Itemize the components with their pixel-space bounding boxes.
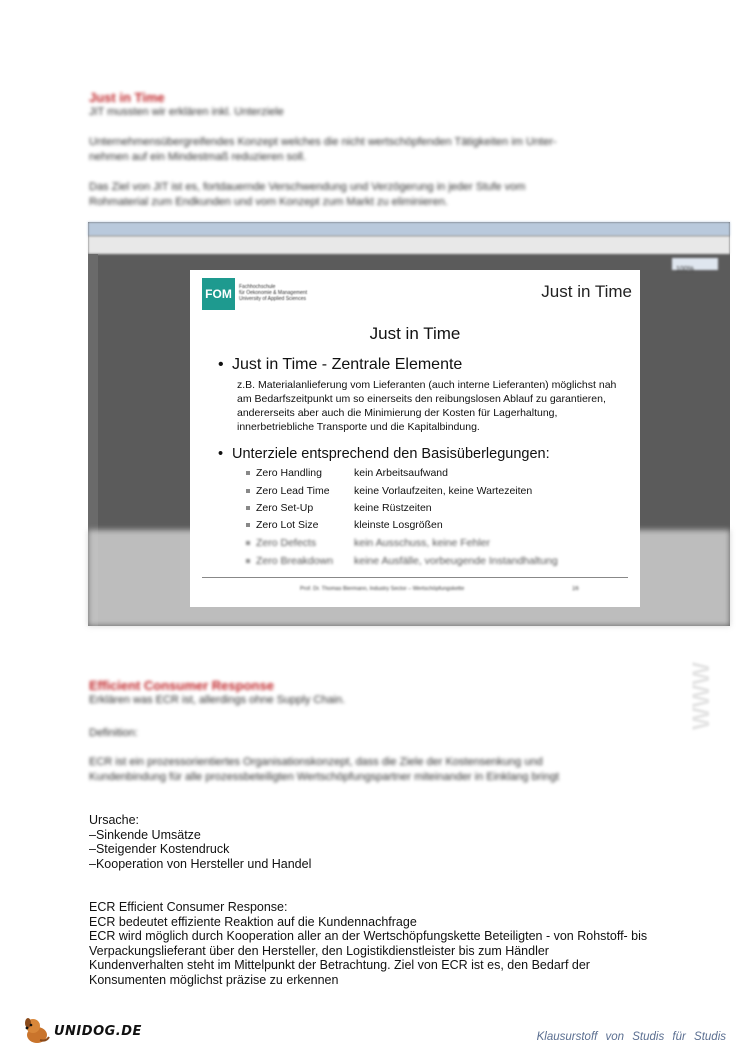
- jit-para2b: Rohmaterial zum Endkunden und vom Konzept zum Markt zu eliminieren.: [89, 196, 448, 208]
- ursache-item: –Kooperation von Hersteller und Handel: [89, 856, 312, 871]
- ecr-definition-label: Definition:: [89, 727, 138, 739]
- ecr-text-line: ECR bedeutet effiziente Reaktion auf die Kundennachfrage: [89, 914, 417, 929]
- zoom-value: 100%: [676, 266, 694, 273]
- ursache-item: –Steigender Kostendruck: [89, 842, 230, 857]
- zoom-field: [672, 258, 718, 273]
- viewer-toolbar: [88, 236, 730, 254]
- ecr-text-line: Konsumenten möglichst präzise zu erkennen: [89, 972, 339, 987]
- jit-para1: Unternehmensübergreifendes Konzept welches die nicht wertschöpfenden Tätigkeiten im Unter-: [89, 136, 557, 148]
- slide-page-number: 16: [572, 586, 579, 592]
- slide-subitem: [246, 502, 432, 514]
- slide-subitem: [246, 537, 490, 549]
- subitem-desc: keine Rüstzeiten: [354, 502, 432, 514]
- ursache-block: [89, 813, 311, 871]
- fom-logo-caption: [239, 284, 359, 302]
- subitem-term: Zero Lead Time: [256, 485, 330, 497]
- slide-bullet-1: • Just in Time - Zentrale Elemente: [218, 356, 463, 373]
- slide-corner-title: Just in Time: [541, 282, 632, 301]
- jit-subtitle: JIT mussten wir erklären inkl. Unterziele: [89, 106, 284, 118]
- logo-caption-line: für Oekonomie & Management: [239, 290, 308, 296]
- subitem-desc: kein Ausschuss, keine Fehler: [354, 537, 490, 549]
- brand-text: UNIDOG.DE: [54, 1023, 142, 1039]
- subitem-desc: kein Arbeitsaufwand: [354, 467, 448, 479]
- ecr-text-line: ECR Efficient Consumer Response:: [89, 900, 288, 914]
- ursache-item: –Sinkende Umsätze: [89, 827, 201, 842]
- ecr-text-line: Kundenverhalten steht im Mittelpunkt der Betrachtung. Ziel von ECR ist es, den Bedarf der: [89, 958, 590, 973]
- slide-bullet-2-text: Unterziele entsprechend den Basisüberlegungen:: [232, 446, 550, 462]
- slide-bullet-1-description: z.B. Materialanlieferung vom Lieferanten (auch interne Lieferanten) möglichst nah am Bedarfszeitpunkt um so einerseits den reibungslosen Ablauf zu garantieren, andererseits aber auch die Minimierung der Kosten für Lagerhaltung, innerbetriebliche Transporte und die Kapitalbindung.: [237, 379, 617, 433]
- logo-caption-line: Fachhochschule: [239, 284, 276, 290]
- fom-logo: FOM: [202, 278, 235, 310]
- ecr-text-line: ECR wird möglich durch Kooperation aller an der Wertschöpfungskette Beteiligten - von Rohstoff- bis: [89, 929, 648, 944]
- slide-bullet-1-text: Just in Time - Zentrale Elemente: [232, 356, 463, 373]
- subitem-term: Zero Defects: [256, 537, 317, 549]
- slide-footer: Prof. Dr. Thomas Biermann, Industry Sector – Wertschöpfungskette: [300, 586, 465, 592]
- unidog-logo[interactable]: [22, 1014, 142, 1048]
- subitem-term: Zero Lot Size: [256, 519, 319, 531]
- ursache-label: Ursache:: [89, 813, 140, 827]
- slide-subitem: [246, 555, 558, 567]
- footer-tagline: Klausurstoff von Studis für Studis: [536, 1031, 726, 1043]
- slide-divider: [202, 577, 628, 578]
- dog-icon: [22, 1016, 52, 1046]
- subitem-desc: kleinste Losgrößen: [354, 519, 443, 531]
- ecr-heading: Efficient Consumer Response: [89, 678, 274, 693]
- logo-caption-line: University of Applied Sciences: [239, 296, 306, 302]
- ecr-definition-line: Kundenbindung für alle prozessbeteiligten Wertschöpfungspartner miteinander in Einklang bringt: [89, 771, 560, 783]
- slide-title: Just in Time: [369, 324, 461, 343]
- ecr-text-block: [89, 900, 709, 988]
- watermark: WWW: [688, 662, 715, 730]
- jit-para1b: nehmen auf ein Mindestmaß reduzieren soll.: [89, 151, 307, 163]
- slide-subitem: [246, 519, 443, 531]
- jit-heading: Just in Time: [89, 90, 165, 105]
- jit-para2: Das Ziel von JIT ist es, fortdauernde Verschwendung und Verzögerung in jeder Stufe vom: [89, 181, 526, 193]
- viewer-titlebar: [88, 222, 730, 236]
- jit-section: [89, 90, 649, 210]
- ecr-text-line: Verpackungslieferant über den Hersteller, den Logistikdienstleister bis zum Händler: [89, 943, 549, 958]
- slide-subitem: [246, 467, 448, 479]
- subitem-desc: keine Vorlaufzeiten, keine Wartezeiten: [354, 485, 533, 497]
- ecr-definition-line: ECR ist ein prozessorientiertes Organisationskonzept, dass die Ziele der Kostensenkung und: [89, 756, 543, 768]
- ecr-section: [89, 678, 649, 785]
- slide-subitem: [246, 485, 532, 497]
- subitem-term: Zero Breakdown: [256, 555, 334, 567]
- subitem-term: Zero Handling: [256, 467, 322, 479]
- slide-bullet-2: • Unterziele entsprechend den Basisüberlegungen:: [218, 446, 550, 462]
- ecr-subtitle: Erklären was ECR ist, allerdings ohne Supply Chain.: [89, 694, 346, 706]
- subitem-term: Zero Set-Up: [256, 502, 314, 514]
- presentation-slide: [190, 270, 640, 607]
- subitem-desc: keine Ausfälle, vorbeugende Instandhaltung: [354, 555, 558, 567]
